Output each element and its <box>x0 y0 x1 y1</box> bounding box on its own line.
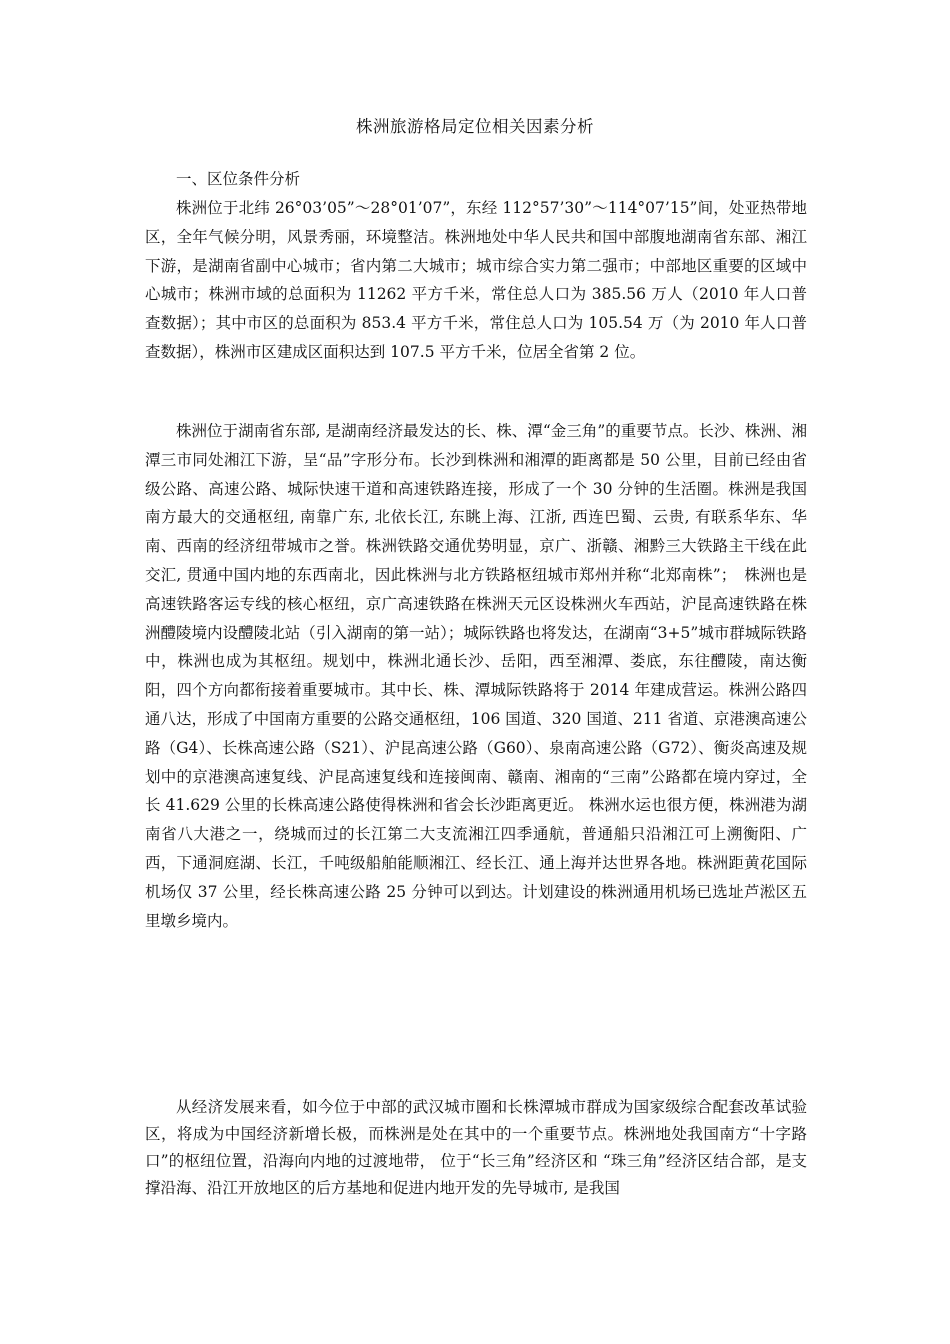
document-title: 株洲旅游格局定位相关因素分析 <box>356 117 594 136</box>
section-heading: 一、区位条件分析 <box>176 170 301 188</box>
paragraph-economy: 从经济发展来看，如今位于中部的武汉城市圈和长株潭城市群成为国家级综合配套改革试验区，将成为中国经济新增长极，而株洲是处在其中的一个重要节点。株洲地处我国南方“十字路口”的枢纽位置，沿海向内地的过渡地带， 位于“长三角”经济区和 “珠三角”经济区结合部，是支撑沿海、沿江开放地区的后方基地和促进内地开发的先导城市, 是我国 <box>145 1098 807 1197</box>
paragraph-location: 株洲位于北纬 26°03’05”～28°01’07”，东经 112°57’30”～114°07’15”间，处亚热带地区，全年气候分明，风景秀丽，环境整洁。株洲地处中华人民共和国中部腹地湖南省东部、湘江下游，是湖南省副中心城市；省内第二大城市；城市综合实力第二强市；中部地区重要的区域中心城市；株洲市域的总面积为 11262 平方千米，常住总人口为 385.56 万人（2010 年人口普查数据）；其中市区的总面积为 853.4 平方千米，常住总人口为 105.54 万（为 2010 年人口普查数据），株洲市区建成区面积达到 107.5 平方千米，位居全省第 2 位。 <box>145 199 807 361</box>
paragraph-transport: 株洲位于湖南省东部, 是湖南经济最发达的长、株、潭“金三角”的重要节点。长沙、株洲、湘潭三市同处湘江下游，呈“品”字形分布。长沙到株洲和湘潭的距离都是 50 公里，目前已经由省级公路、高速公路、城际快速干道和高速铁路连接，形成了一个 30 分钟的生活圈。株洲是我国南方最大的交通枢纽, 南靠广东, 北依长江, 东眺上海、江浙, 西连巴蜀、云贵, 有联系华东、华南、西南的经济纽带城市之誉。株洲铁路交通优势明显，京广、浙赣、湘黔三大铁路主干线在此交汇, 贯通中国内地的东西南北，因此株洲与北方铁路枢纽城市郑州并称“北郑南株”； 株洲也是高速铁路客运专线的核心枢纽，京广高速铁路在株洲天元区设株洲火车西站，沪昆高速铁路在株洲醴陵境内设醴陵北站（引入湖南的第一站）；城际铁路也将发达，在湖南“3+5”城市群城际铁路中，株洲也成为其枢纽。规划中，株洲北通长沙、岳阳，西至湘潭、娄底，东往醴陵，南达衡阳，四个方向都衔接着重要城市。其中长、株、潭城际铁路将于 2014 年建成营运。株洲公路四通八达，形成了中国南方重要的公路交通枢纽，106 国道、320 国道、211 省道、京港澳高速公路（G4）、长株高速公路（S21）、沪昆高速公路（G60）、泉南高速公路（G72）、衡炎高速及规划中的京港澳高速复线、沪昆高速复线和连接闽南、赣南、湘南的“三南”公路都在境内穿过，全长 41.629 公里的长株高速公路使得株洲和省会长沙距离更近。 株洲水运也很方便，株洲港为湖南省八大港之一，绕城而过的长江第二大支流湘江四季通航，普通船只沿湘江可上溯衡阳、广西，下通洞庭湖、长江，千吨级船舶能顺湘江、经长江、通上海并达世界各地。株洲距黄花国际机场仅 37 公里，经长株高速公路 25 分钟可以到达。计划建设的株洲通用机场已选址芦淞区五里墩乡境内。 <box>145 422 807 930</box>
